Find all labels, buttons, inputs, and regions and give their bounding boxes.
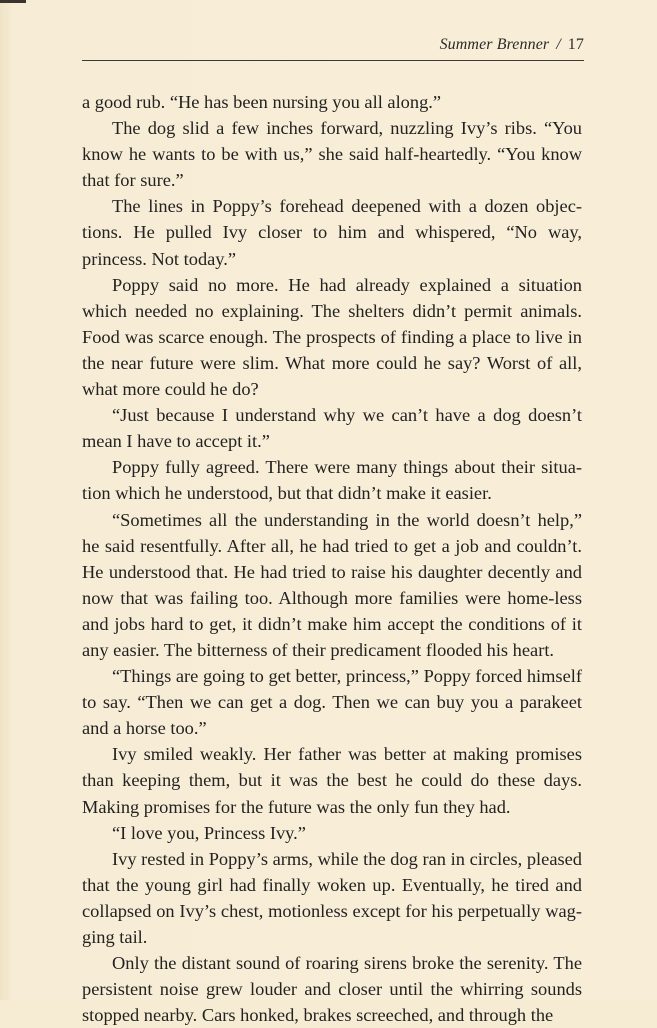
- page-number: 17: [567, 36, 584, 53]
- header-rule: [82, 60, 584, 61]
- paragraph: Poppy fully agreed. There were many things about their situa-tion which he understood, but that didn’t make it easier.: [82, 457, 582, 504]
- paragraph: Poppy said no more. He had already explained a situation which needed no explaining. The shelters didn’t permit animals. Food was scarce enough. The prospects of finding a place to live in the near future were slim. What more could he say? Worst of all, what more could he do?: [82, 274, 582, 400]
- paragraph: “Sometimes all the understanding in the world doesn’t help,” he said resentfully. After all, he had tried to get a job and couldn’t. He understood that. He had tried to raise his daughter decently and now that was failing too. Although more families were home-less and jobs hard to get, it didn’t make him accept the conditions of it any easier. The bitterness of their predicament flooded his heart.: [82, 509, 582, 660]
- paragraph: “Just because I understand why we can’t have a dog doesn’t mean I have to accept it.”: [82, 405, 582, 452]
- paragraph: The lines in Poppy’s forehead deepened with a dozen objec-tions. He pulled Ivy closer to him and whispered, “No way, princess. Not today.”: [82, 196, 582, 269]
- paragraph: “I love you, Princess Ivy.”: [112, 822, 306, 843]
- running-head-separator: /: [556, 36, 561, 53]
- paragraph: Ivy rested in Poppy’s arms, while the dog ran in circles, pleased that the young girl had finally woken up. Eventually, he tired and collapsed on Ivy’s chest, motionless except for his perpetually wag-ging tail.: [82, 848, 582, 947]
- paragraph: Only the distant sound of roaring sirens broke the serenity. The persistent noise grew louder and closer until the whirring sounds stopped nearby. Cars honked, brakes screeched, and through the: [82, 953, 582, 1026]
- paragraph: “Things are going to get better, princess,” Poppy forced himself to say. “Then we can get a dog. Then we can buy you a parakeet and a horse too.”: [82, 666, 582, 739]
- paragraph: Ivy smiled weakly. Her father was better at making promises than keeping them, but it was the best he could do these days. Making promises for the future was the only fun they had.: [82, 744, 582, 817]
- running-head-title: Summer Brenner: [439, 36, 550, 53]
- paragraph: a good rub. “He has been nursing you all along.”: [82, 92, 442, 112]
- edge-mark: [0, 0, 26, 3]
- paragraph: The dog slid a few inches forward, nuzzling Ivy’s ribs. “You know he wants to be with us,” she said half-heartedly. “You know that for sure.”: [82, 118, 582, 191]
- body-text: [82, 89, 582, 1028]
- running-head: [82, 36, 584, 54]
